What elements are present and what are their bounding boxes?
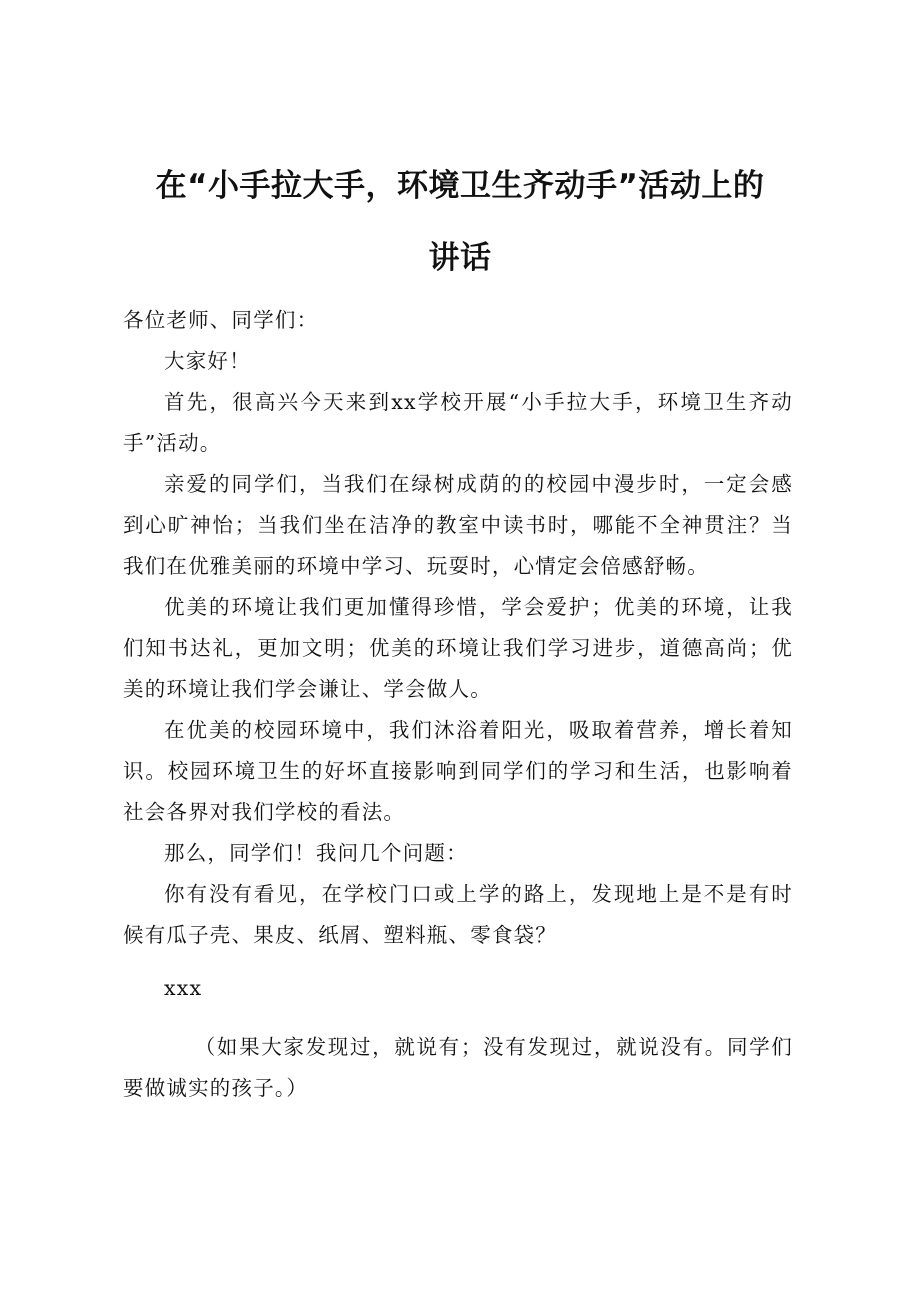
paragraph-note: （如果大家发现过，就说有；没有发现过，就说没有。同学们要做诚实的孩子。） [123, 1035, 793, 1100]
paragraph-opening: 首先，很高兴今天来到xx学校开展“小手拉大手，环境卫生齐动手”活动。 [123, 390, 793, 455]
document-body [123, 300, 793, 1109]
paragraph-questions: 那么，同学们！我问几个问题： [164, 841, 468, 865]
title-line-1: 在“小手拉大手，环境卫生齐动手”活动上的 [155, 168, 765, 204]
paragraph-hygiene: 在优美的校园环境中，我们沐浴着阳光，吸取着营养，增长着知识。校园环境卫生的好坏直接影响到同学们的学习和生活，也影响着社会各界对我们学校的看法。 [123, 718, 793, 824]
paragraph-campus: 亲爱的同学们，当我们在绿树成荫的的校园中漫步时，一定会感到心旷神怡；当我们坐在洁净的教室中读书时，哪能不全神贯注？当我们在优雅美丽的环境中学习、玩耍时，心情定会倍感舒畅。 [123, 472, 793, 578]
paragraph-environment: 优美的环境让我们更加懂得珍惜，学会爱护；优美的环境，让我们知书达礼，更加文明；优美的环境让我们学习进步，道德高尚；优美的环境让我们学会谦让、学会做人。 [123, 595, 793, 701]
document-title [100, 150, 820, 294]
placeholder-xxx: xxx [164, 976, 203, 1000]
paragraph-question-litter: 你有没有看见，在学校门口或上学的路上，发现地上是不是有时候有瓜子壳、果皮、纸屑、塑料瓶、零食袋？ [123, 882, 793, 947]
greeting: 大家好！ [164, 349, 251, 373]
title-line-2: 讲话 [428, 240, 492, 276]
salutation: 各位老师、同学们： [123, 308, 319, 332]
